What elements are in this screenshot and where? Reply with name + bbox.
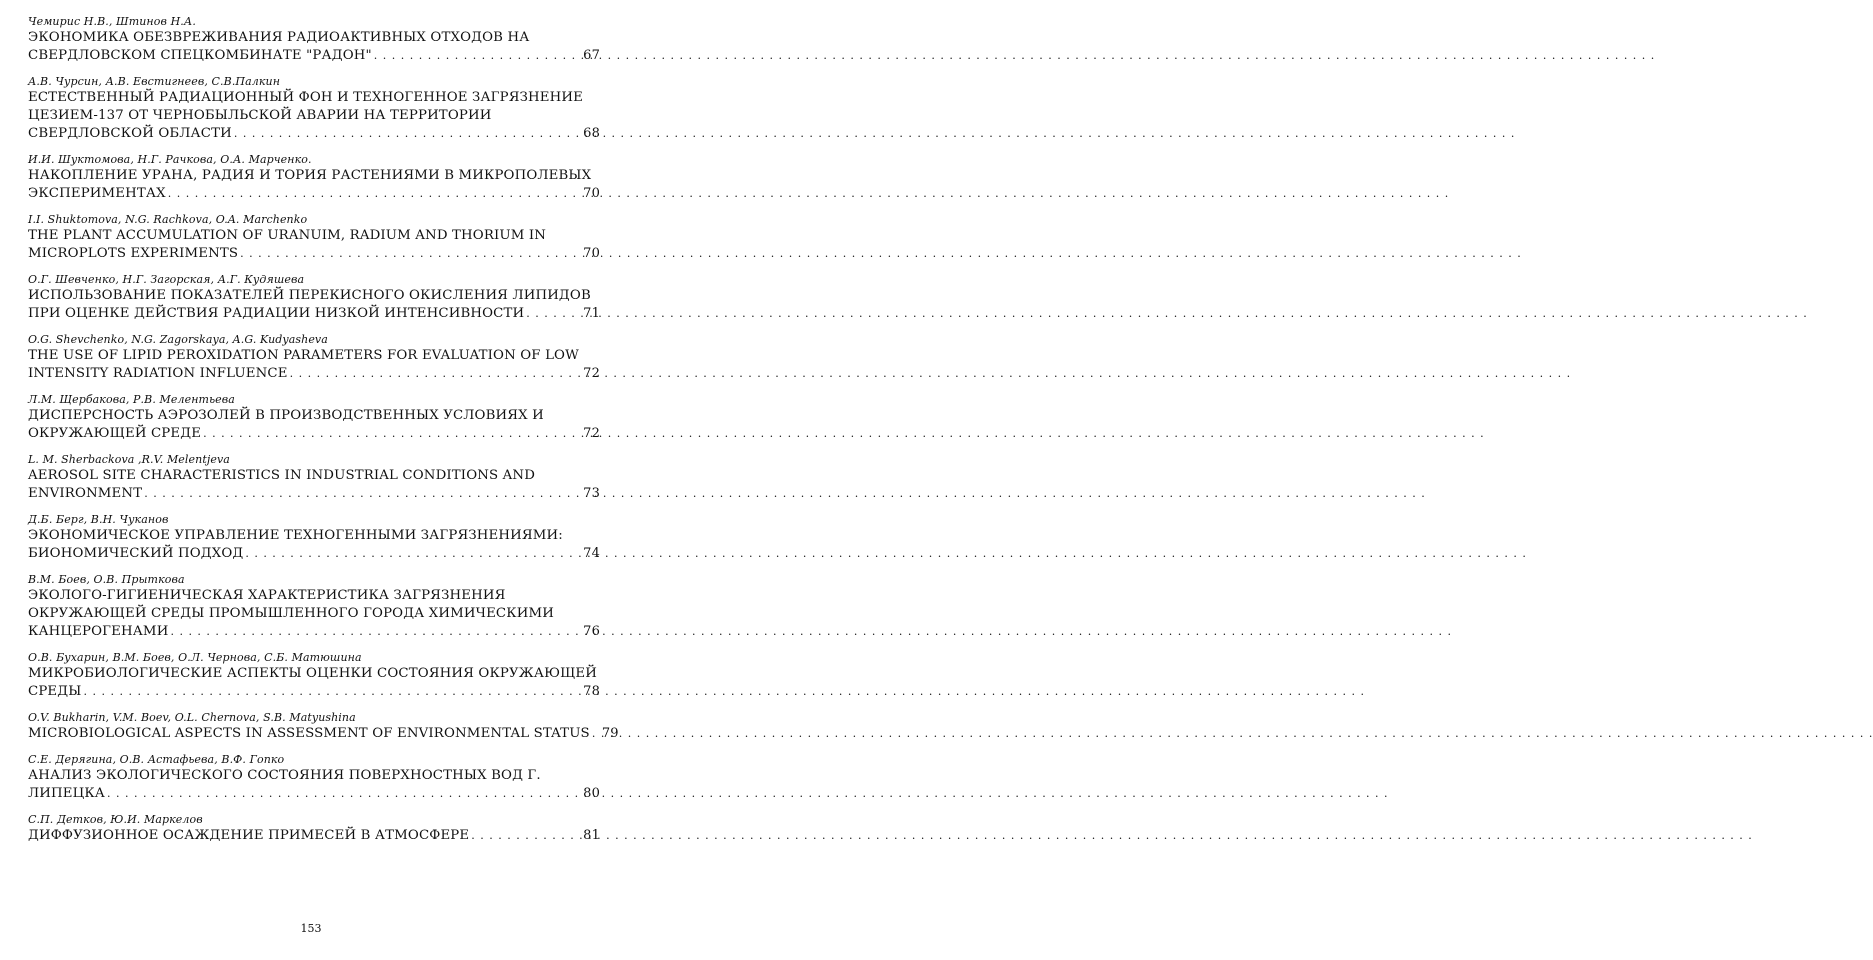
toc-entry — [28, 332, 600, 383]
toc-entry-title-line: THE PLANT ACCUMULATION OF URANUIM, RADIUM AND THORIUM IN — [28, 228, 547, 243]
dot-leader — [203, 425, 581, 443]
toc-entry — [28, 392, 600, 443]
dot-leader — [168, 185, 581, 203]
toc-entry-title-line: МИКРОБИОЛОГИЧЕСКИЕ АСПЕКТЫ ОЦЕНКИ СОСТОЯНИЯ ОКРУЖАЮЩЕЙ — [28, 666, 598, 681]
toc-entry-authors: В.М. Боев, О.В. Прыткова — [28, 573, 185, 586]
toc-entry-title-line: НАКОПЛЕНИЕ УРАНА, РАДИЯ И ТОРИЯ РАСТЕНИЯМИ В МИКРОПОЛЕВЫХ — [28, 168, 592, 183]
toc-entry-authors: I.I. Shuktomova, N.G. Rachkova, O.A. Marchenko — [28, 213, 308, 226]
toc-entry-title-text: СРЕДЫ — [28, 684, 82, 699]
toc-entry-title-text: MICROPLOTS EXPERIMENTS — [28, 246, 239, 261]
toc-entry — [28, 14, 600, 65]
toc-entry-title-line — [28, 545, 600, 563]
toc-entry-authors: С.Е. Дерягина, О.В. Астафьева, В.Ф. Гопко — [28, 753, 285, 766]
toc-entry-title-text: КАНЦЕРОГЕНАМИ — [28, 624, 169, 639]
dot-leader — [170, 623, 581, 641]
dot-leader — [234, 125, 581, 143]
toc-entry-title-text: MICROBIOLOGICAL ASPECTS IN ASSESSMENT OF ENVIRONMENTAL STATUS — [28, 726, 590, 741]
toc-entry-authors: А.В. Чурсин, А.В. Евстигнеев, С.В.Палкин — [28, 75, 281, 88]
dot-leader — [471, 827, 581, 845]
toc-entry-title-line — [28, 827, 600, 845]
toc-entry-title-line — [28, 185, 600, 203]
toc-entry-authors: Д.Б. Берг, В.Н. Чуканов — [28, 513, 169, 526]
toc-entry-title-line: ОКРУЖАЮЩЕЙ СРЕДЫ ПРОМЫШЛЕННОГО ГОРОДА ХИМИЧЕСКИМИ — [28, 606, 554, 621]
toc-entry — [28, 650, 600, 701]
toc-entry-page-number: 71 — [583, 306, 600, 321]
toc-entry-page-number: 78 — [583, 684, 600, 699]
toc-entry-title-line: ЭКОЛОГО-ГИГИЕНИЧЕСКАЯ ХАРАКТЕРИСТИКА ЗАГРЯЗНЕНИЯ — [28, 588, 506, 603]
document-page — [0, 0, 622, 960]
toc-entry-title-line — [28, 305, 600, 323]
toc-entry-authors: О.Г. Шевченко, Н.Г. Загорская, А.Г. Кудяшева — [28, 273, 305, 286]
toc-entry-title-line: ЭКОНОМИЧЕСКОЕ УПРАВЛЕНИЕ ТЕХНОГЕННЫМИ ЗАГРЯЗНЕНИЯМИ: — [28, 528, 563, 543]
toc-entry-title-text: ENVIRONMENT — [28, 486, 143, 501]
toc-entry-title-line — [28, 683, 600, 701]
toc-entry-authors: С.П. Детков, Ю.И. Маркелов — [28, 813, 203, 826]
toc-entry-authors: О.В. Бухарин, В.М. Боев, О.Л. Чернова, С.Б. Матюшина — [28, 651, 362, 664]
toc-entry-title-line: AEROSOL SITE CHARACTERISTICS IN INDUSTRIAL CONDITIONS AND — [28, 468, 536, 483]
toc-entry — [28, 452, 600, 503]
dot-leader — [144, 485, 581, 503]
toc-entry-title-text: ЛИПЕЦКА — [28, 786, 106, 801]
toc-entry-title-text: ОКРУЖАЮЩЕЙ СРЕДЕ — [28, 426, 202, 441]
toc-entry-title-line — [28, 47, 600, 65]
toc-entry-title-line: АНАЛИЗ ЭКОЛОГИЧЕСКОГО СОСТОЯНИЯ ПОВЕРХНОСТНЫХ ВОД Г. — [28, 768, 541, 783]
toc-entry — [28, 710, 619, 743]
table-of-contents — [28, 14, 619, 845]
toc-entry-title-line: THE USE OF LIPID PEROXIDATION PARAMETERS FOR EVALUATION OF LOW — [28, 348, 579, 363]
toc-entry-page-number: 74 — [583, 546, 600, 561]
toc-entry-page-number: 72 — [583, 426, 600, 441]
dot-leader — [83, 683, 581, 701]
dot-leader — [107, 785, 581, 803]
toc-entry-title-line — [28, 785, 600, 803]
dot-leader — [290, 365, 582, 383]
dot-leader — [240, 245, 581, 263]
toc-entry-page-number: 70 — [583, 246, 600, 261]
toc-entry — [28, 512, 600, 563]
toc-entry — [28, 812, 600, 845]
toc-entry-title-line: ЭКОНОМИКА ОБЕЗВРЕЖИВАНИЯ РАДИОАКТИВНЫХ ОТХОДОВ НА — [28, 30, 530, 45]
toc-entry-title-line: ЕСТЕСТВЕННЫЙ РАДИАЦИОННЫЙ ФОН И ТЕХНОГЕННОЕ ЗАГРЯЗНЕНИЕ — [28, 90, 583, 105]
toc-entry-title-text: СВЕРДЛОВСКОМ СПЕЦКОМБИНАТЕ "РАДОН" — [28, 48, 372, 63]
toc-entry-title-line: ЦЕЗИЕМ-137 ОТ ЧЕРНОБЫЛЬСКОЙ АВАРИИ НА ТЕРРИТОРИИ — [28, 108, 492, 123]
toc-entry-title-text: ЭКСПЕРИМЕНТАХ — [28, 186, 166, 201]
toc-entry-authors: O.V. Bukharin, V.M. Boev, O.L. Chernova, S.B. Matyushina — [28, 711, 356, 724]
toc-entry-title-line — [28, 623, 600, 641]
toc-entry-title-text: ДИФФУЗИОННОЕ ОСАЖДЕНИЕ ПРИМЕСЕЙ В АТМОСФЕРЕ — [28, 828, 470, 843]
toc-entry-title-line: ДИСПЕРСНОСТЬ АЭРОЗОЛЕЙ В ПРОИЗВОДСТВЕННЫХ УСЛОВИЯХ И — [28, 408, 544, 423]
toc-entry-page-number: 72 — [583, 366, 600, 381]
toc-entry-authors: L. M. Sherbackova ,R.V. Melentjeva — [28, 453, 230, 466]
toc-entry-title-text: СВЕРДЛОВСКОЙ ОБЛАСТИ — [28, 126, 232, 141]
page-number: 153 — [300, 922, 322, 935]
toc-entry-title-line — [28, 125, 600, 143]
toc-entry-page-number: 70 — [583, 186, 600, 201]
toc-entry-title-line — [28, 365, 600, 383]
toc-entry-page-number: 79 — [601, 726, 619, 741]
toc-entry-title-line — [28, 485, 600, 503]
dot-leader — [245, 545, 581, 563]
toc-entry-page-number: 81 — [583, 828, 600, 843]
toc-entry — [28, 212, 600, 263]
toc-entry-title-text: INTENSITY RADIATION INFLUENCE — [28, 366, 288, 381]
dot-leader — [592, 725, 600, 743]
toc-entry-page-number: 76 — [583, 624, 600, 639]
toc-entry-authors: И.И. Шуктомова, Н.Г. Рачкова, О.А. Марченко. — [28, 153, 312, 166]
toc-entry-page-number: 73 — [583, 486, 600, 501]
toc-entry-title-line — [28, 725, 619, 743]
toc-entry-title-line — [28, 245, 600, 263]
toc-entry — [28, 152, 600, 203]
toc-entry-page-number: 68 — [583, 126, 600, 141]
toc-entry-title-line — [28, 425, 600, 443]
toc-entry — [28, 74, 600, 143]
toc-entry-title-line: ИСПОЛЬЗОВАНИЕ ПОКАЗАТЕЛЕЙ ПЕРЕКИСНОГО ОКИСЛЕНИЯ ЛИПИДОВ — [28, 288, 591, 303]
toc-entry-page-number: 80 — [583, 786, 600, 801]
toc-entry-authors: Чемирис Н.В., Штинов Н.А. — [28, 15, 196, 28]
toc-entry — [28, 572, 600, 641]
toc-entry-page-number: 67 — [583, 48, 600, 63]
toc-entry-title-text: ПРИ ОЦЕНКЕ ДЕЙСТВИЯ РАДИАЦИИ НИЗКОЙ ИНТЕНСИВНОСТИ — [28, 306, 525, 321]
toc-entry-authors: Л.М. Щербакова, Р.В. Мелентьева — [28, 393, 235, 406]
dot-leader — [374, 47, 581, 65]
toc-entry — [28, 272, 600, 323]
toc-entry — [28, 752, 600, 803]
toc-entry-title-text: БИОНОМИЧЕСКИЙ ПОДХОД — [28, 546, 244, 561]
dot-leader — [526, 305, 581, 323]
toc-entry-authors: O.G. Shevchenko, N.G. Zagorskaya, A.G. Kudyasheva — [28, 333, 328, 346]
